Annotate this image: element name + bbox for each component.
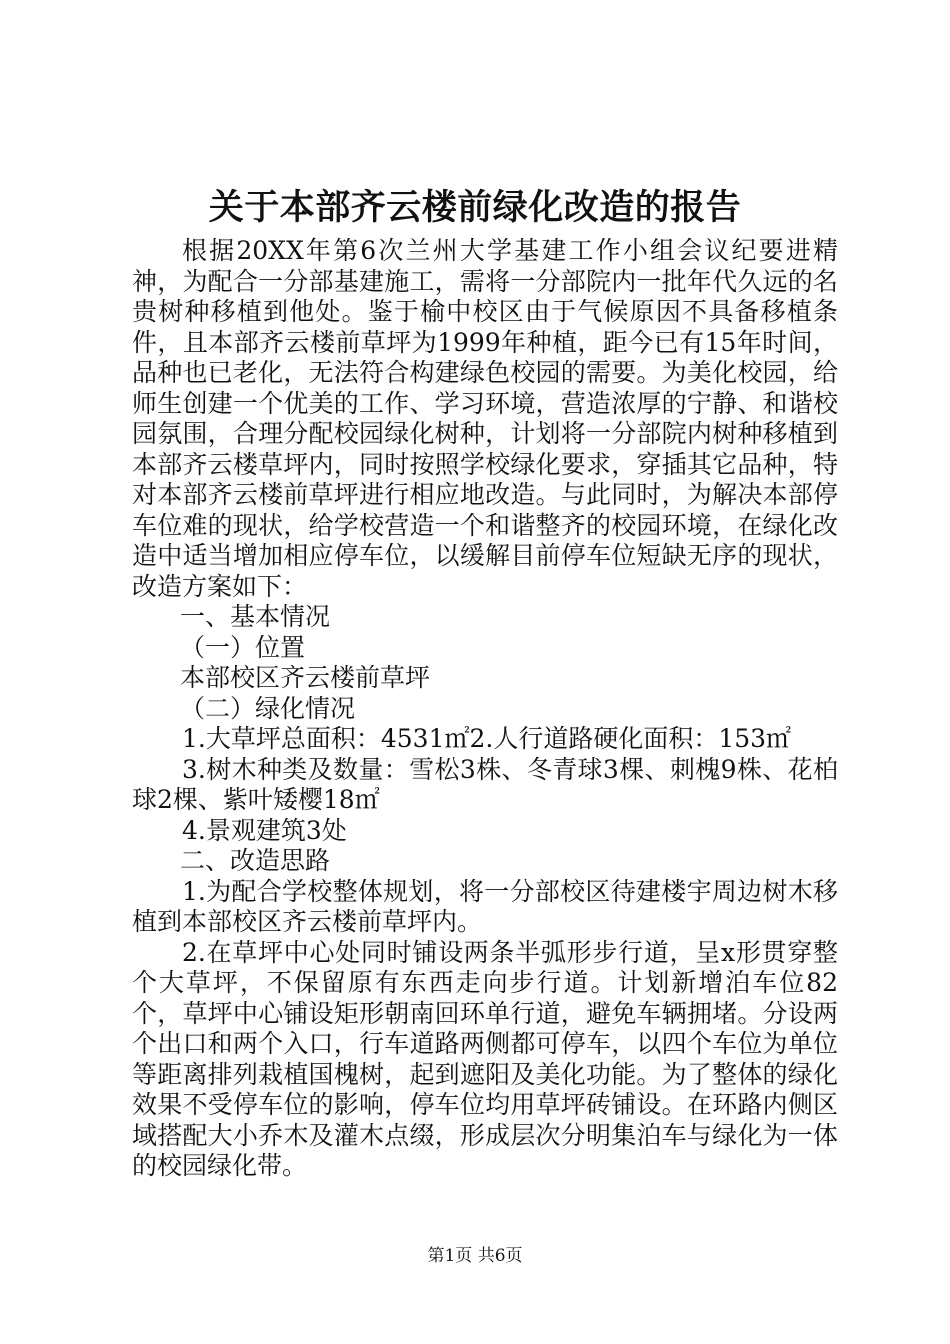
page-footer: 第1页 共6页 [427,1246,523,1266]
document-title: 关于本部齐云楼前绿化改造的报告 [208,188,742,228]
plan-item-1: 1.为配合学校整体规划，将一分部校区待建楼宇周边树木移植到本部校区齐云楼前草坪内。 [132,876,838,936]
section-heading-basic-info: 一、基本情况 [180,602,331,631]
intro-paragraph: 根据20XX年第6次兰州大学基建工作小组会议纪要进精神，为配合一分部基建施工，需将一分部院内一批年代久远的名贵树种移植到他处。鉴于榆中校区由于气候原因不具备移植条件，且本部齐云楼前草坪为1999年种植，距今已有15年时间，品种也已老化，无法符合构建绿色校园的需要。为美化校园，给师生创建一个优美的工作、学习环境，营造浓厚的宁静、和谐校园氛围，合理分配校园绿化树种，计划将一分部院内树种移植到本部齐云楼草坪内，同时按照学校绿化要求，穿插其它品种，特对本部齐云楼前草坪进行相应地改造。与此同时，为解决本部停车位难的现状，给学校营造一个和谐整齐的校园环境，在绿化改造中适当增加相应停车位，以缓解目前停车位短缺无序的现状，改造方案如下： [132,236,838,601]
plan-item-2: 2.在草坪中心处同时铺设两条半弧形步行道，呈x形贯穿整个大草坪，不保留原有东西走向步行道。计划新增泊车位82个，草坪中心铺设矩形朝南回环单行道，避免车辆拥堵。分设两个出口和两个入口，行车道路两侧都可停车，以四个车位为单位等距离排列栽植国槐树，起到遮阳及美化功能。为了整体的绿化效果不受停车位的影响，停车位均用草坪砖铺设。在环路内侧区域搭配大小乔木及灌木点缀，形成层次分明集泊车与绿化为一体的校园绿化带。 [132,937,838,1180]
greening-item-trees: 3.树木种类及数量：雪松3株、冬青球3棵、刺槐9株、花柏球2棵、紫叶矮樱18㎡ [132,754,838,814]
subsection-heading-location: （一）位置 [180,632,306,662]
location-text: 本部校区齐云楼前草坪 [180,663,431,692]
section-heading-plan: 二、改造思路 [180,846,331,875]
greening-item-area: 1.大草坪总面积：4531㎡2.人行道路硬化面积：153㎡ [182,724,792,753]
greening-item-buildings: 4.景观建筑3处 [182,815,347,845]
document-body [132,236,838,1182]
subsection-heading-greening: （二）绿化情况 [180,693,356,723]
